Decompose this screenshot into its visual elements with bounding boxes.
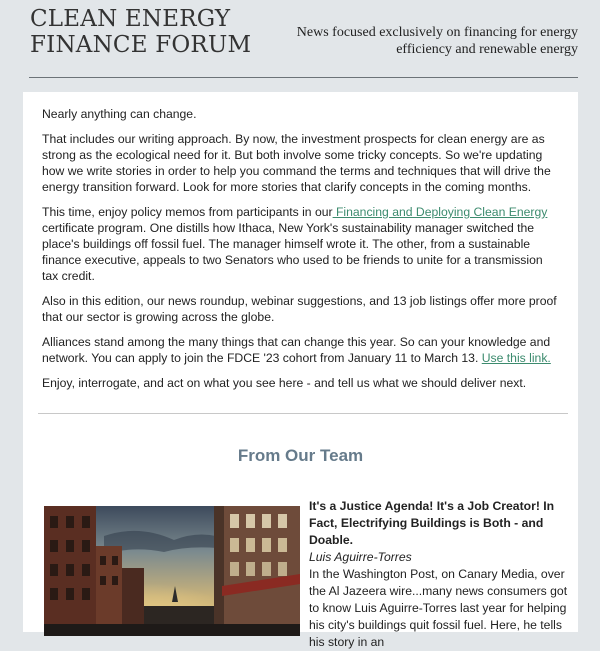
header-divider	[29, 77, 578, 78]
story-author: Luis Aguirre-Torres	[309, 550, 412, 564]
city-street-photo	[44, 506, 300, 636]
story-photo[interactable]	[44, 506, 300, 636]
brand-logo[interactable]	[30, 6, 251, 58]
story-title[interactable]: It's a Justice Agenda! It's a Job Creator! In Fact, Electrifying Buildings is Both - and Doable.	[309, 499, 555, 547]
logo-line-2: FINANCE FORUM	[30, 32, 252, 58]
fdce-program-link[interactable]: Financing and Deploying Clean Energy	[332, 205, 548, 219]
section-divider	[38, 413, 568, 414]
story-summary: In the Washington Post, on Canary Media, over the Al Jazeera wire...many news consumers got to know Luis Aguirre-Torres last year for helping his city's buildings quit fossil fuel. Here, he tells his story in an	[309, 567, 568, 649]
intro-p3-start: This time, enjoy policy memos from participants in our	[42, 205, 333, 219]
left-building-2	[96, 546, 122, 636]
intro-paragraph-1: Nearly anything can change.	[42, 107, 197, 121]
section-title: From Our Team	[237, 446, 364, 465]
intro-paragraph-2: That includes our writing approach. By now, the investment prospects for clean energy are as strong as the ecological need for it. But both involve some tricky concepts. So we're updating how we write stories in order to help you command the terms and techniques that will drive the energy transition forward. Look for more stories that clarify concepts in the coming months.	[42, 132, 551, 194]
intro-paragraph-5	[42, 334, 558, 366]
logo-line-1: CLEAN ENERGY	[30, 6, 231, 32]
intro-paragraph-4: Also in this edition, our news roundup, webinar suggestions, and 13 job listings offer more proof that our sector is growing across the globe.	[42, 294, 557, 324]
newsletter-header	[0, 0, 600, 92]
featured-story	[309, 498, 571, 651]
intro-paragraph-6: Enjoy, interrogate, and act on what you see here - and tell us what we should deliver next.	[42, 376, 527, 390]
intro-p5-start: Alliances stand among the many things that can change this year. So can your knowledge and network. You can apply to join the FDCE '23 cohort from January 11 to March 13.	[42, 335, 551, 365]
content-card	[23, 92, 578, 649]
apply-link[interactable]: Use this link.	[481, 351, 551, 365]
intro-text	[23, 92, 578, 391]
tagline: News focused exclusively on financing for energy efficiency and renewable energy	[296, 25, 578, 57]
intro-p3-end: certificate program. One distills how Ithaca, New York's sustainability manager switched the place's buildings off fossil fuel. The manager himself wrote it. The other, from a sustainable finance executive, appeals to two Senators who used to be friends to unite for a transmission tax credit.	[42, 221, 543, 283]
intro-paragraph-3	[42, 204, 558, 284]
